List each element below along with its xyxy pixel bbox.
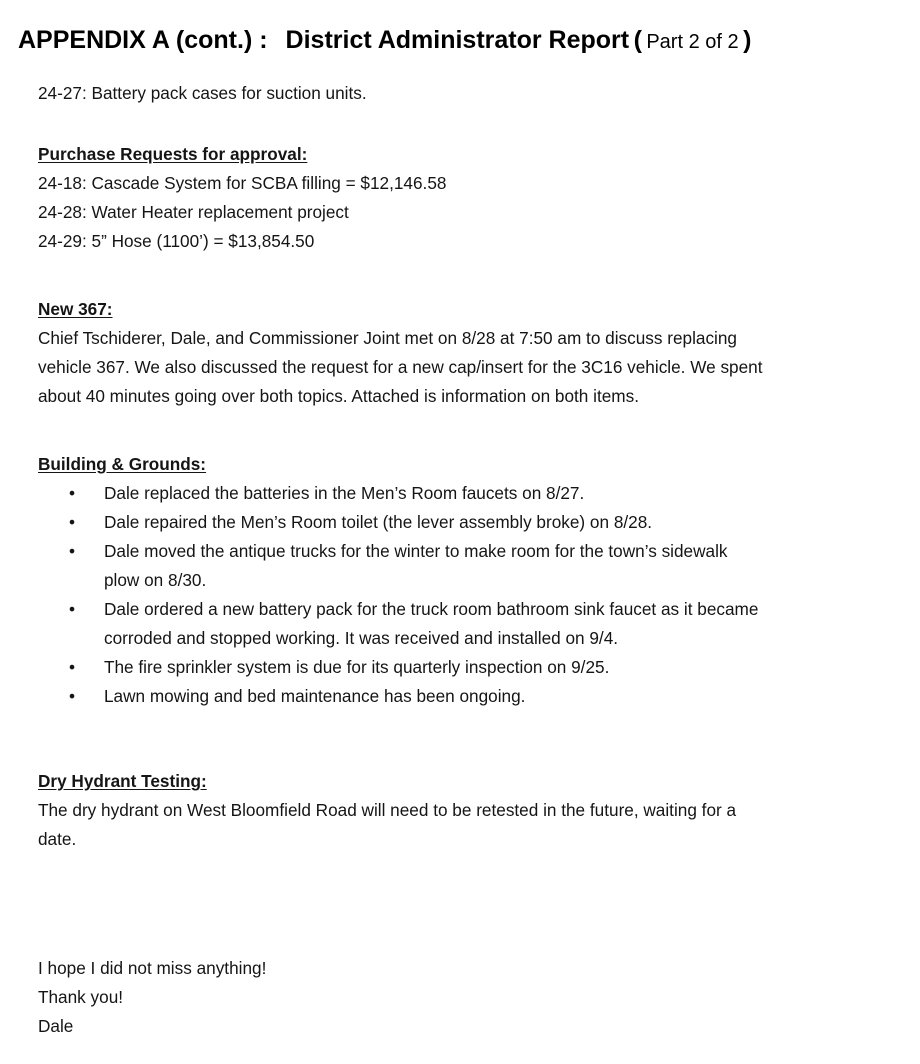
part-close-paren: ) xyxy=(743,26,752,54)
new-367-line: Chief Tschiderer, Dale, and Commissioner Joint met on 8/28 at 7:50 am to discuss replacing xyxy=(38,328,737,348)
new-367-line: vehicle 367. We also discussed the request for a new cap/insert for the 3C16 vehicle. We spent xyxy=(38,357,763,377)
building-grounds-heading: Building & Grounds: xyxy=(38,454,207,474)
list-item xyxy=(38,682,888,711)
part-indicator: Part 2 of 2 xyxy=(646,31,739,53)
bullet-icon: • xyxy=(69,599,76,619)
dry-hydrant-heading: Dry Hydrant Testing: xyxy=(38,771,207,791)
dry-hydrant-line: The dry hydrant on West Bloomfield Road will need to be retested in the future, waiting for a xyxy=(38,800,737,820)
appendix-header xyxy=(18,24,751,60)
bullet-icon: • xyxy=(69,657,76,677)
list-item-line: Dale moved the antique trucks for the winter to make room for the town’s sidewalk xyxy=(104,541,728,561)
list-item-line: corroded and stopped working. It was received and installed on 9/4. xyxy=(104,628,619,648)
appendix-label: APPENDIX A (cont.) : xyxy=(18,26,268,54)
bullet-icon: • xyxy=(69,483,76,503)
intro-line: 24-27: Battery pack cases for suction units. xyxy=(38,83,367,103)
bullet-icon: • xyxy=(69,686,76,706)
list-item-line: Dale ordered a new battery pack for the truck room bathroom sink faucet as it became xyxy=(104,599,759,619)
dry-hydrant-section xyxy=(38,767,888,854)
signature-name: Dale xyxy=(38,1016,74,1036)
list-item xyxy=(38,653,888,682)
closing-section xyxy=(38,954,888,1041)
closing-line: Thank you! xyxy=(38,987,124,1007)
purchase-request-item: 24-28: Water Heater replacement project xyxy=(38,202,349,222)
report-title: District Administrator Report xyxy=(285,26,630,54)
list-item xyxy=(38,508,888,537)
intro-section xyxy=(38,79,888,108)
building-grounds-list xyxy=(38,479,888,711)
new-367-section xyxy=(38,295,888,411)
list-item xyxy=(38,537,888,595)
bullet-icon: • xyxy=(69,512,76,532)
list-item xyxy=(38,479,888,508)
purchase-request-item: 24-18: Cascade System for SCBA filling = $12,146.58 xyxy=(38,173,447,193)
list-item xyxy=(38,595,888,653)
dry-hydrant-line: date. xyxy=(38,829,77,849)
part-open-paren: ( xyxy=(633,26,642,54)
new-367-line: about 40 minutes going over both topics. Attached is information on both items. xyxy=(38,386,639,406)
purchase-requests-heading: Purchase Requests for approval: xyxy=(38,144,308,164)
building-grounds-section xyxy=(38,450,888,711)
list-item-line: Dale replaced the batteries in the Men’s Room faucets on 8/27. xyxy=(104,483,585,503)
list-item-line: Dale repaired the Men’s Room toilet (the lever assembly broke) on 8/28. xyxy=(104,512,653,532)
purchase-request-item: 24-29: 5” Hose (1100’) = $13,854.50 xyxy=(38,231,315,251)
list-item-line: The fire sprinkler system is due for its quarterly inspection on 9/25. xyxy=(104,657,610,677)
closing-line: I hope I did not miss anything! xyxy=(38,958,267,978)
purchase-requests-section xyxy=(38,140,888,256)
bullet-icon: • xyxy=(69,541,76,561)
list-item-line: plow on 8/30. xyxy=(104,570,207,590)
list-item-line: Lawn mowing and bed maintenance has been ongoing. xyxy=(104,686,526,706)
new-367-heading: New 367: xyxy=(38,299,113,319)
